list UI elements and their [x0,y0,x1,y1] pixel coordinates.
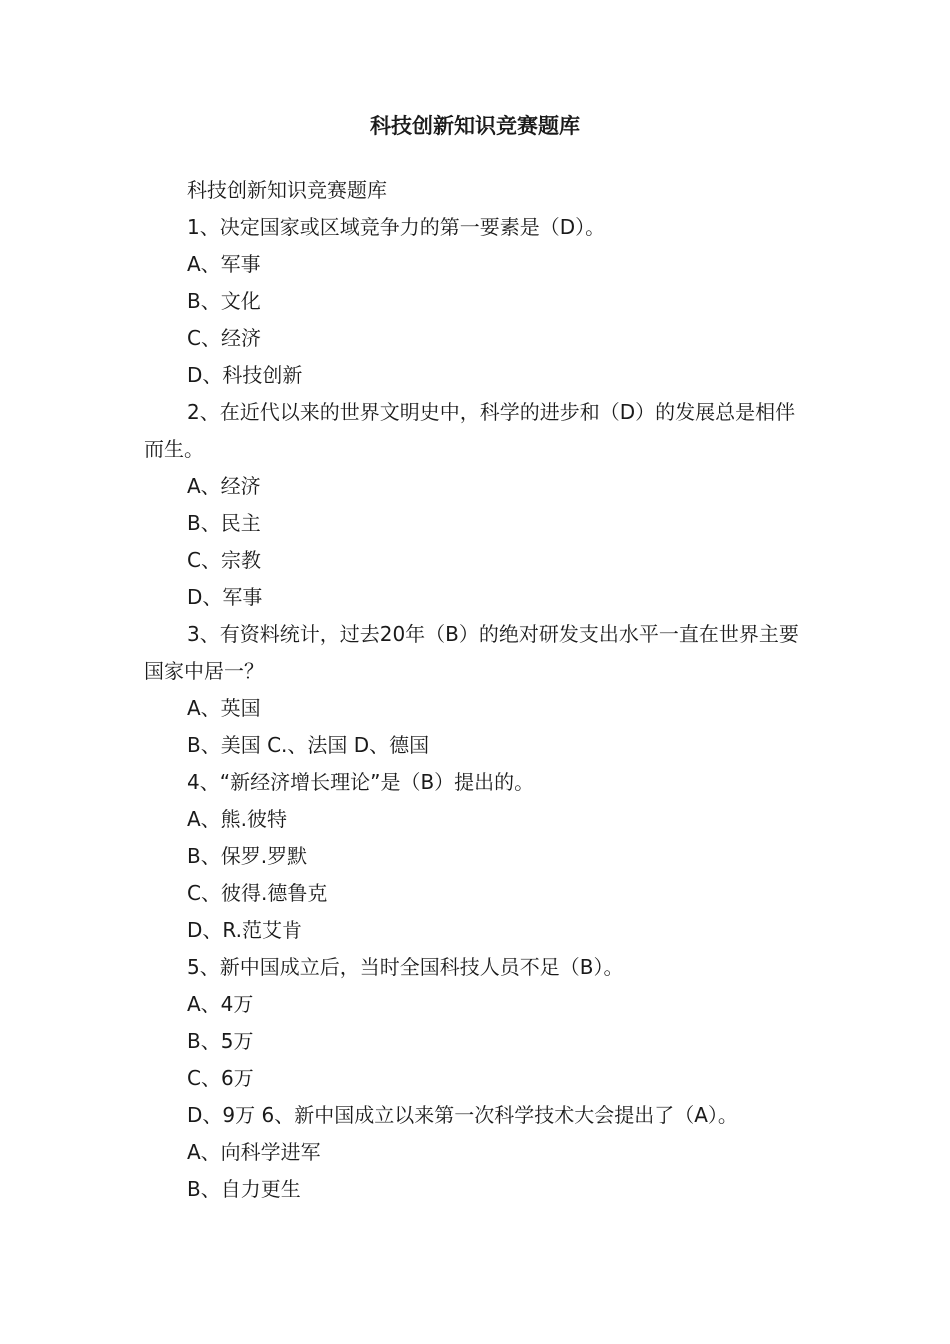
question-5-option-d-and-question-6: D、9万 6、新中国成立以来第一次科学技术大会提出了（A）。 [187,1103,738,1127]
question-2-option-d: D、军事 [187,585,263,609]
question-2-option-a: A、经济 [187,474,261,498]
question-1-option-b: B、文化 [187,289,261,313]
question-2-option-c: C、宗教 [187,548,261,572]
question-5-option-c: C、6万 [187,1066,254,1090]
document-body [144,172,814,1208]
question-4: 4、“新经济增长理论”是（B）提出的。 [187,770,535,794]
question-1: 1、决定国家或区域竞争力的第一要素是（D）。 [187,215,606,239]
question-1-option-a: A、军事 [187,252,261,276]
document-title: 科技创新知识竞赛题库 [370,114,580,138]
question-6-option-a: A、向科学进军 [187,1140,321,1164]
question-5-option-a: A、4万 [187,992,254,1016]
question-4-option-a: A、熊.彼特 [187,807,288,831]
question-3: 3、有资料统计，过去20年（B）的绝对研发支出水平一直在世界主要国家中居一？ [144,622,799,683]
question-3-options-bcd: B、美国 C.、法国 D、德国 [187,733,430,757]
question-1-option-d: D、科技创新 [187,363,303,387]
question-6-option-b: B、自力更生 [187,1177,301,1201]
question-1-option-c: C、经济 [187,326,261,350]
question-5: 5、新中国成立后，当时全国科技人员不足（B）。 [187,955,624,979]
question-5-option-b: B、5万 [187,1029,254,1053]
question-2: 2、在近代以来的世界文明史中，科学的进步和（D）的发展总是相伴而生。 [144,400,796,461]
question-4-option-c: C、彼得.德鲁克 [187,881,328,905]
question-4-option-d: D、R.范艾肯 [187,918,302,942]
question-4-option-b: B、保罗.罗默 [187,844,308,868]
question-3-option-a: A、英国 [187,696,261,720]
question-2-option-b: B、民主 [187,511,261,535]
subtitle-line: 科技创新知识竞赛题库 [187,178,387,202]
